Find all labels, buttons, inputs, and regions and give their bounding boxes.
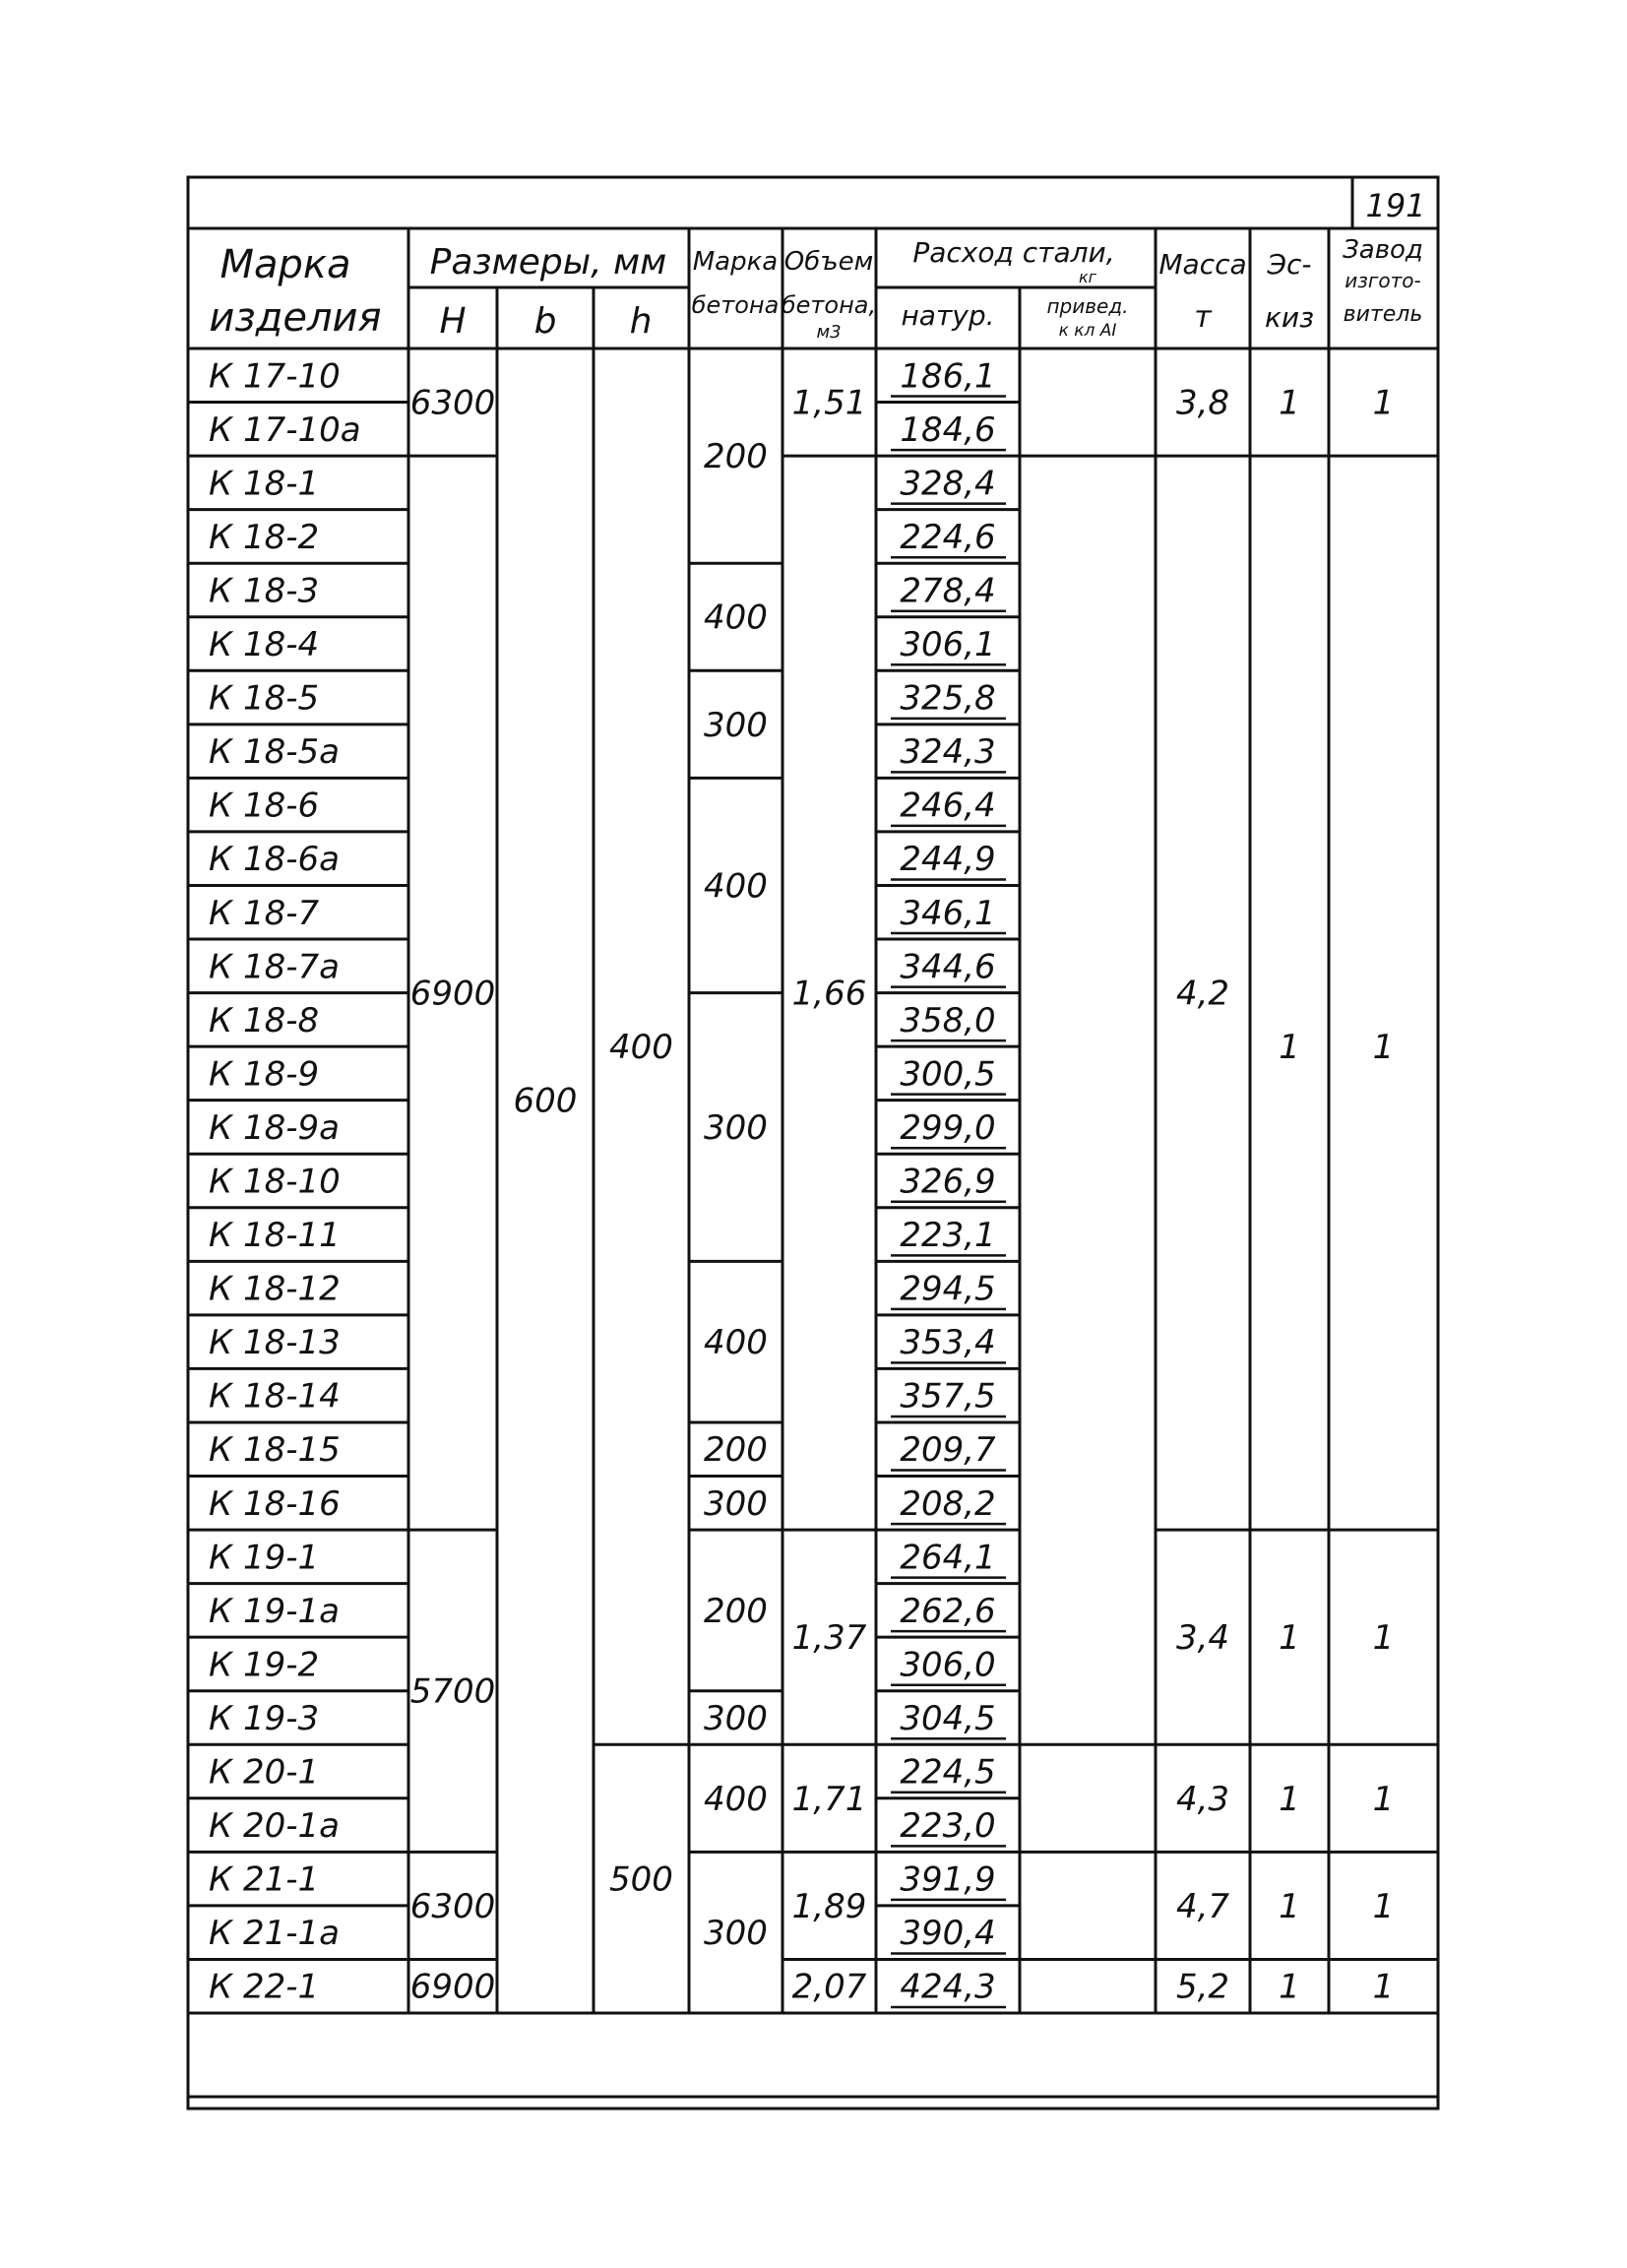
item-mark: К 18-1 (209, 464, 320, 504)
mass-value: 3,4 (1175, 1618, 1230, 1659)
item-mark: К 18-10 (209, 1162, 341, 1202)
header-dimensions: Размеры, мм (429, 242, 667, 283)
header-volume-unit: м3 (816, 322, 842, 343)
steel-actual-value: 244,9 (900, 840, 996, 880)
concrete-volume-value: 1,51 (791, 383, 867, 423)
sketch-value: 1 (1279, 1028, 1300, 1068)
height-H-value: 6900 (409, 1967, 496, 2007)
steel-actual-value: 391,9 (900, 1859, 996, 1900)
item-mark: К 20-1 (209, 1752, 320, 1793)
item-mark: К 18-12 (209, 1269, 341, 1309)
steel-actual-value: 294,5 (900, 1269, 996, 1309)
concrete-grade-value: 300 (704, 1483, 768, 1524)
item-mark: К 21-1 (209, 1859, 320, 1900)
sketch-value: 1 (1279, 383, 1300, 423)
concrete-volume-value: 1,66 (791, 974, 867, 1014)
plant-value: 1 (1372, 1779, 1395, 1819)
header-grade-line2: бетона (691, 291, 780, 319)
steel-actual-value: 306,0 (900, 1645, 996, 1685)
height-H-value: 5700 (409, 1671, 496, 1712)
item-mark: К 18-11 (209, 1216, 341, 1256)
sketch-value: 1 (1279, 1618, 1300, 1659)
header-steel-actual: натур. (901, 299, 995, 332)
header-plant-line3: витель (1343, 302, 1423, 327)
steel-actual-value: 304,5 (900, 1698, 996, 1738)
steel-actual-value: 278,4 (900, 571, 996, 611)
item-mark: К 18-4 (209, 625, 320, 665)
page-number: 191 (1365, 187, 1426, 224)
header-steel-reduced-line1: привед. (1046, 294, 1129, 318)
steel-actual-value: 209,7 (900, 1430, 996, 1471)
item-mark: К 19-2 (209, 1645, 320, 1685)
concrete-grade-value: 400 (704, 1779, 768, 1819)
header-plant-line1: Завод (1343, 235, 1423, 265)
steel-actual-value: 186,1 (900, 356, 996, 397)
header-sketch-line1: Эс- (1267, 248, 1312, 281)
item-mark: К 18-7а (209, 947, 340, 987)
item-mark: К 21-1а (209, 1914, 340, 1954)
header-plant-line2: изгото- (1345, 269, 1421, 292)
header-dim-b: b (533, 301, 557, 342)
header-grade-line1: Марка (692, 247, 779, 277)
item-mark: К 18-6 (209, 786, 320, 826)
plant-value: 1 (1372, 383, 1395, 423)
header-volume-line1: Объем (783, 247, 874, 277)
item-mark: К 18-7 (209, 893, 320, 933)
concrete-volume-value: 1,89 (791, 1886, 867, 1926)
concrete-grade-value: 200 (704, 1591, 768, 1631)
header-steel: Расход стали, (912, 236, 1115, 269)
concrete-grade-value: 400 (704, 866, 768, 907)
steel-actual-value: 324,3 (900, 732, 996, 773)
steel-actual-value: 328,4 (900, 464, 996, 504)
item-mark: К 18-5а (209, 732, 340, 773)
item-mark: К 18-9 (209, 1054, 320, 1095)
item-mark: К 19-1а (209, 1591, 340, 1631)
item-mark: К 18-16 (209, 1483, 341, 1524)
item-mark: К 18-5 (209, 678, 320, 719)
header-mark-line2: изделия (209, 295, 382, 341)
plant-value: 1 (1372, 1886, 1395, 1926)
header-steel-unit: кг (1078, 268, 1097, 286)
steel-actual-value: 246,4 (900, 786, 996, 826)
steel-actual-value: 224,6 (900, 517, 996, 557)
steel-actual-value: 299,0 (900, 1107, 996, 1148)
steel-actual-value: 390,4 (900, 1914, 996, 1954)
concrete-grade-value: 400 (704, 598, 768, 638)
item-mark: К 22-1 (209, 1967, 320, 2007)
steel-actual-value: 424,3 (900, 1967, 996, 2007)
concrete-volume-value: 1,37 (791, 1618, 867, 1659)
header-volume-line2: бетона, (781, 291, 877, 319)
steel-actual-value: 208,2 (900, 1483, 996, 1524)
steel-actual-value: 223,1 (900, 1216, 996, 1256)
height-H-value: 6300 (409, 383, 496, 423)
sketch-value: 1 (1279, 1886, 1300, 1926)
concrete-grade-value: 200 (704, 1430, 768, 1471)
plant-value: 1 (1372, 1618, 1395, 1659)
concrete-volume-value: 2,07 (791, 1967, 867, 2007)
header-dim-h: h (629, 301, 653, 342)
depth-h-value: 500 (609, 1859, 673, 1900)
steel-actual-value: 353,4 (900, 1323, 996, 1363)
item-mark: К 20-1а (209, 1806, 340, 1847)
header-mass-line2: т (1194, 300, 1212, 335)
item-mark: К 18-15 (209, 1430, 341, 1471)
concrete-grade-value: 300 (704, 705, 768, 745)
item-mark: К 18-8 (209, 1000, 320, 1040)
steel-actual-value: 306,1 (900, 625, 996, 665)
item-mark: К 18-13 (209, 1323, 341, 1363)
item-mark: К 18-9а (209, 1107, 340, 1148)
steel-actual-value: 223,0 (900, 1806, 996, 1847)
mass-value: 4,2 (1175, 974, 1230, 1014)
header-dim-H: H (439, 301, 467, 342)
steel-actual-value: 358,0 (900, 1000, 996, 1040)
steel-actual-value: 325,8 (900, 678, 996, 719)
item-mark: К 19-3 (209, 1698, 320, 1738)
depth-h-value: 400 (609, 1028, 673, 1068)
steel-actual-value: 224,5 (900, 1752, 996, 1793)
steel-actual-value: 262,6 (900, 1591, 996, 1631)
header-sketch-line2: киз (1265, 301, 1314, 334)
table-header (209, 187, 1425, 343)
item-mark: К 17-10 (209, 356, 341, 397)
sketch-value: 1 (1279, 1967, 1300, 2007)
item-mark: К 18-3 (209, 571, 320, 611)
steel-actual-value: 264,1 (900, 1538, 996, 1578)
item-mark: К 18-14 (209, 1376, 341, 1417)
mass-value: 3,8 (1175, 383, 1230, 423)
item-mark: К 18-6а (209, 840, 340, 880)
item-mark: К 19-1 (209, 1538, 320, 1578)
mass-value: 4,7 (1175, 1886, 1230, 1926)
item-mark: К 18-2 (209, 517, 320, 557)
table-body (209, 356, 1394, 2006)
steel-actual-value: 346,1 (900, 893, 996, 933)
concrete-grade-value: 400 (704, 1323, 768, 1363)
width-b-value: 600 (513, 1081, 578, 1121)
header-mark-line1: Марка (219, 242, 351, 287)
mass-value: 5,2 (1175, 1967, 1230, 2007)
height-H-value: 6900 (409, 974, 496, 1014)
height-H-value: 6300 (409, 1886, 496, 1926)
steel-actual-value: 300,5 (900, 1054, 996, 1095)
sketch-value: 1 (1279, 1779, 1300, 1819)
steel-actual-value: 184,6 (900, 410, 996, 450)
concrete-grade-value: 300 (704, 1914, 768, 1954)
item-mark: К 17-10а (209, 410, 361, 450)
steel-actual-value: 357,5 (900, 1376, 996, 1417)
header-mass-line1: Масса (1158, 248, 1247, 281)
concrete-grade-value: 300 (704, 1107, 768, 1148)
plant-value: 1 (1372, 1967, 1395, 2007)
concrete-grade-value: 200 (704, 437, 768, 477)
mass-value: 4,3 (1175, 1779, 1230, 1819)
steel-actual-value: 326,9 (900, 1162, 996, 1202)
concrete-volume-value: 1,71 (791, 1779, 867, 1819)
plant-value: 1 (1372, 1028, 1395, 1068)
header-steel-reduced-line2: к кл АI (1058, 321, 1117, 341)
concrete-grade-value: 300 (704, 1698, 768, 1738)
steel-actual-value: 344,6 (900, 947, 996, 987)
